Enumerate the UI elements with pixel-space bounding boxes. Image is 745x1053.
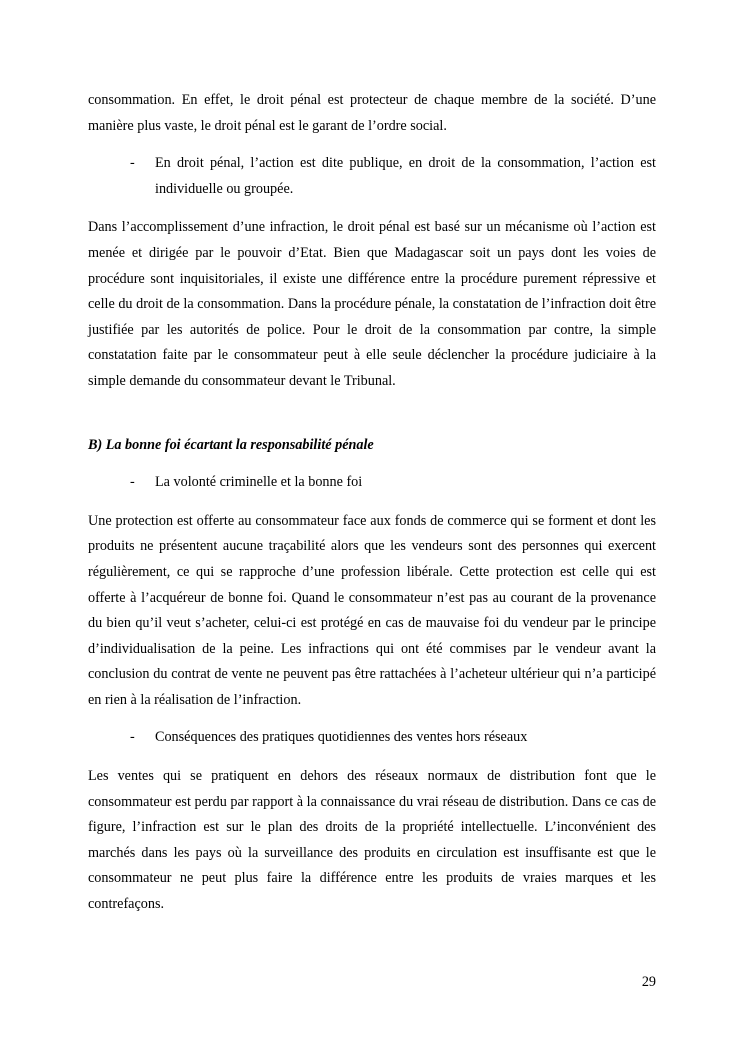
bullet-text: Conséquences des pratiques quotidiennes des ventes hors réseaux bbox=[155, 729, 528, 746]
paragraph-ventes: Les ventes qui se pratiquent en dehors des réseaux normaux de distribution font que le consommateur est perdu par rapport à la connaissance du vrai réseau de distribution. Dans ce cas de figure, l’infraction est sur le plan des droits de la propriété intellectuelle. L’inconvénient des marchés dans les pays où la surveillance des produits en circulation est insuffisante est que le consommateur ne peut plus faire la différence entre les produits de vraies marques et les contrefaçons. bbox=[88, 768, 656, 913]
paragraph-intro: consommation. En effet, le droit pénal est protecteur de chaque membre de la société. D’une manière plus vaste, le droit pénal est le garant de l’ordre social. bbox=[88, 92, 656, 134]
paragraph-accomplissement: Dans l’accomplissement d’une infraction, le droit pénal est basé sur un mécanisme où l’action est menée et dirigée par le pouvoir d’Etat. Bien que Madagascar soit un pays dont les voies de procédure sont inquisitoriales, il existe une différence entre la procédure purement répressive et celle du droit de la consommation. Dans la procédure pénale, la constatation de l’infraction doit être justifiée par les autorités de police. Pour le droit de la consommation par contre, la simple constatation faite par le consommateur peut à elle seule déclencher la procédure judiciaire à la simple demande du consommateur devant le Tribunal. bbox=[88, 219, 656, 389]
bullet-item-volonte bbox=[88, 470, 656, 496]
bullet-text: La volonté criminelle et la bonne foi bbox=[155, 474, 363, 491]
page-number: 29 bbox=[641, 974, 656, 990]
bullet-text: En droit pénal, l’action est dite publique, en droit de la consommation, l’action est individuelle ou groupée. bbox=[155, 155, 656, 197]
bullet-dash: - bbox=[130, 155, 135, 172]
bullet-item-action bbox=[88, 151, 656, 202]
bullet-dash: - bbox=[130, 729, 135, 746]
document-page bbox=[88, 88, 656, 918]
section-heading-b: B) La bonne foi écartant la responsabilité pénale bbox=[88, 436, 374, 453]
bullet-dash: - bbox=[130, 474, 135, 491]
bullet-item-consequences bbox=[88, 725, 656, 751]
paragraph-protection: Une protection est offerte au consommateur face aux fonds de commerce qui se forment et dont les produits ne présentent aucune traçabilité alors que les vendeurs sont des personnes qui exercent régulièrement, ce qui se rapproche d’une profession libérale. Cette protection est celle qui est offerte à l’acquéreur de bonne foi. Quand le consommateur n’est pas au courant de la provenance du bien qu’il veut s’acheter, celui-ci est protégé en cas de mauvaise foi du vendeur par le principe d’individualisation de la peine. Les infractions qui ont été commises par le vendeur avant la conclusion du contrat de vente ne peuvent pas être rattachées à l’acheteur ultérieur qui n’a participé en rien à la réalisation de l’infraction. bbox=[88, 512, 656, 708]
